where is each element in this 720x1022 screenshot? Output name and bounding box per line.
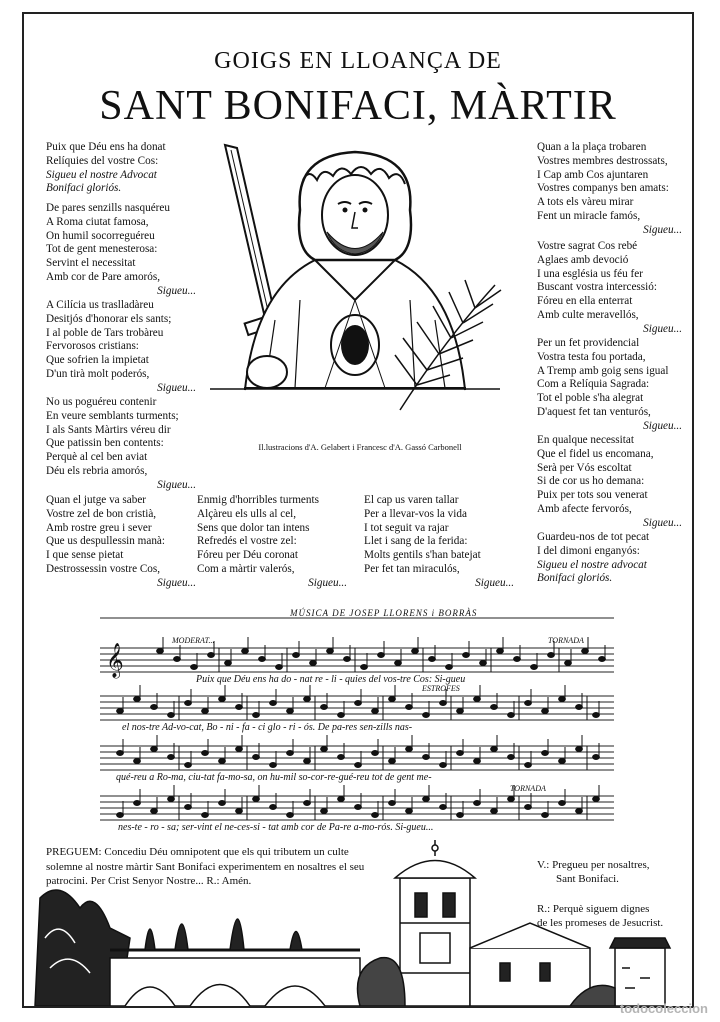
music-note	[508, 755, 515, 760]
music-note	[151, 705, 158, 710]
stanza-refrain-cue: Sigueu...	[308, 576, 347, 589]
music-note	[565, 661, 572, 666]
stanza-line: I del dimoni enganyós:	[537, 544, 640, 557]
music-note	[225, 661, 232, 666]
music-note	[310, 661, 317, 666]
stanza-line: De pares senzills nasquéreu	[46, 202, 170, 214]
music-note	[202, 709, 209, 714]
stanza-line: Per un fet providencial	[537, 337, 640, 349]
music-note	[372, 813, 379, 818]
stanza-line: Guardeu-nos de tot pecat	[537, 531, 650, 543]
stanza-line: Per fet tan miraculós,	[364, 562, 460, 575]
stanza-line: Enmig d'horribles turments	[197, 494, 319, 506]
music-note	[389, 697, 396, 702]
music-note	[542, 709, 549, 714]
music-note	[321, 705, 328, 710]
music-note	[474, 801, 481, 806]
title-line-1: GOIGS EN LLOANÇA DE	[214, 48, 502, 74]
music-note	[491, 747, 498, 752]
stanza-line: En veure semblants turments;	[46, 409, 179, 422]
stanza-line: Sens que dolor tan intens	[197, 521, 310, 534]
lyrics-line-4: nes-te - ro - sa; ser-vint el ne-ces-si - tat amb cor de Pa-re a-mo-rós. Si-gueu...	[118, 822, 434, 833]
music-note	[514, 657, 521, 662]
stanza-line: Com a màrtir valerós,	[197, 562, 295, 575]
music-note	[253, 713, 260, 718]
stanza-6	[197, 494, 347, 591]
stanza-line: Que el fidel us encomana,	[537, 447, 654, 460]
versicle-r-line-2: de les promeses de Jesucrist.	[537, 917, 664, 929]
music-note	[185, 805, 192, 810]
watermark: todocoleccion	[619, 1001, 708, 1016]
music-note	[480, 661, 487, 666]
music-note	[202, 813, 209, 818]
music-note	[395, 661, 402, 666]
music-note	[559, 697, 566, 702]
stanza-line: Servint el necessitat	[46, 257, 136, 270]
stanza-refrain-cue: Sigueu...	[475, 576, 514, 589]
stanza-line: I als Sants Màrtirs véreu dir	[46, 423, 171, 436]
music-note	[542, 813, 549, 818]
versicle-v-line-1: V.: Pregueu per nosaltres,	[537, 859, 650, 871]
music-note	[259, 657, 266, 662]
music-note	[185, 763, 192, 768]
stanza-line: Serà per Vós escoltat	[537, 461, 632, 474]
stanza-line: Quan a la plaça trobaren	[537, 141, 647, 153]
stanza-line: Tot el poble s'ha alegrat	[537, 392, 644, 405]
music-note	[117, 751, 124, 756]
stanza-line: I Cap amb Cos ajuntaren	[537, 168, 649, 181]
music-note	[457, 751, 464, 756]
stanza-line: Llet i sang de la ferida:	[364, 535, 468, 548]
music-note	[423, 713, 430, 718]
music-note	[474, 759, 481, 764]
music-note	[219, 759, 226, 764]
music-note	[219, 697, 226, 702]
stanza-line: Com a Relíquia Sagrada:	[537, 378, 650, 391]
stanza-line: A Cilícia us traslladàreu	[46, 299, 154, 311]
stanza-line: Molts gentils s'han batejat	[364, 549, 481, 562]
music-note	[593, 755, 600, 760]
music-note	[304, 697, 311, 702]
music-note	[491, 809, 498, 814]
music-note	[355, 805, 362, 810]
music-note	[151, 747, 158, 752]
stanza-line: Tot de gent menesterosa:	[46, 243, 158, 256]
stanza-line: A Roma ciutat famosa,	[46, 215, 149, 228]
stanza-7	[364, 494, 514, 591]
stanza-line: Vostre zel de bon cristià,	[46, 507, 157, 520]
stanza-line: Perquè al cel ben aviat	[46, 451, 148, 464]
music-note	[327, 649, 334, 654]
music-note	[304, 801, 311, 806]
music-note	[253, 797, 260, 802]
music-note	[276, 665, 283, 670]
music-note	[474, 697, 481, 702]
music-note	[559, 759, 566, 764]
music-note	[389, 801, 396, 806]
stanza-line: Refredés el vostre zel:	[197, 535, 297, 548]
music-note	[338, 713, 345, 718]
stanza-line: Buscant vostra intercessió:	[537, 281, 657, 294]
music-note	[593, 797, 600, 802]
lyrics-line-3: qué-reu a Ro-ma, ciu-tat fa-mo-sa, on hu-mil so-cor-re-gué-reu tot de gent me-	[116, 772, 432, 783]
stanza-line: Puix que Déu ens ha donat	[46, 141, 166, 153]
lyrics-line-2: el nos-tre Ad-vo-cat, Bo - ni - fa - ci glo - ri - ós. De pa-res sen-zills nas-	[122, 722, 413, 733]
music-note	[576, 809, 583, 814]
svg-text:𝄞: 𝄞	[106, 643, 124, 678]
stanza-line: Amb cor de Pare amorós,	[46, 270, 161, 283]
music-note	[576, 747, 583, 752]
music-note	[497, 649, 504, 654]
stanza-9	[537, 240, 682, 337]
stanza-line: Fervorosos cristians:	[46, 340, 139, 353]
stanza-refrain-cue: Sigueu...	[157, 381, 196, 394]
stanza-line: No us poguéreu contenir	[46, 396, 157, 408]
stanza-line: Vostres companys ben amats:	[537, 182, 669, 195]
stanza-line: Desitjós d'honorar els sants;	[46, 312, 172, 325]
music-note	[559, 801, 566, 806]
music-note	[491, 705, 498, 710]
music-note	[202, 751, 209, 756]
stanza-line: Si de cor us ho demana:	[537, 475, 645, 488]
lyrics-line-1: Puix que Déu ens ha do - nat re - li - quies del vos-tre Cos: Si-gueu	[196, 674, 466, 685]
music-note	[508, 797, 515, 802]
stanza-line: Vostres membres destrossats,	[537, 154, 668, 167]
music-note	[236, 705, 243, 710]
music-note	[542, 751, 549, 756]
versicle-r-line-1: R.: Perquè siguem dignes	[537, 903, 650, 915]
music-note	[355, 763, 362, 768]
stanza-line: Que us despullessin manà:	[46, 535, 166, 548]
music-note	[412, 649, 419, 654]
music-note	[593, 713, 600, 718]
music-note	[531, 665, 538, 670]
music-note	[440, 763, 447, 768]
stanza-refrain-cue: Sigueu...	[643, 223, 682, 236]
music-note	[525, 701, 532, 706]
stanza-2	[46, 202, 196, 299]
stanza-line: En qualque necessitat	[537, 434, 634, 446]
music-note	[117, 709, 124, 714]
stanza-line: Déu els rebria amorós,	[46, 464, 148, 477]
stanza-12	[537, 531, 682, 586]
music-note	[389, 759, 396, 764]
music-note	[406, 809, 413, 814]
music-note	[157, 649, 164, 654]
music-note	[293, 653, 300, 658]
music-note	[423, 797, 430, 802]
stanza-line: Fóreu per Déu coronat	[197, 549, 298, 562]
stanza-refrain-line: Sigueu el nostre advocat	[537, 558, 647, 571]
stanza-refrain-cue: Sigueu...	[643, 516, 682, 529]
stanza-1	[46, 141, 196, 196]
stanza-11	[537, 434, 682, 531]
saint-head-icon	[299, 152, 411, 260]
music-note	[525, 805, 532, 810]
music-note	[287, 813, 294, 818]
music-note	[208, 653, 215, 658]
music-note	[191, 665, 198, 670]
stanza-line: Puix per tots sou venerat	[537, 489, 648, 502]
music-note	[236, 747, 243, 752]
stanza-line: I al poble de Tars trobàreu	[46, 326, 164, 339]
music-note	[582, 649, 589, 654]
music-note	[457, 709, 464, 714]
music-note	[134, 801, 141, 806]
stanza-line: Relíquies del vostre Cos:	[46, 154, 159, 167]
stanza-4	[46, 396, 196, 493]
stanza-refrain-cue: Sigueu...	[643, 322, 682, 335]
stanza-8	[537, 141, 682, 238]
music-note	[338, 755, 345, 760]
stanza-refrain-line: Bonifaci gloriós.	[46, 182, 122, 195]
music-note	[174, 657, 181, 662]
music-note	[446, 665, 453, 670]
stanza-refrain-cue: Sigueu...	[157, 576, 196, 589]
stanza-10	[537, 337, 682, 434]
stanza-refrain-cue: Sigueu...	[157, 284, 196, 297]
music-note	[117, 813, 124, 818]
tempo-mark: MODERAT...	[172, 636, 215, 645]
music-note	[429, 657, 436, 662]
music-note	[253, 755, 260, 760]
stanza-line: D'un tirà molt poderós,	[46, 367, 150, 380]
music-note	[372, 709, 379, 714]
music-note	[548, 653, 555, 658]
versicle-v-line-2: Sant Bonifaci.	[556, 873, 619, 885]
stanza-line: I que sense pietat	[46, 549, 124, 562]
stanza-line: Vostre sagrat Cos rebé	[537, 240, 638, 252]
stanza-line: Destrossessin vostre Cos,	[46, 562, 161, 575]
music-note	[457, 813, 464, 818]
stanza-line: Vostra testa fou portada,	[537, 350, 646, 363]
music-note	[321, 747, 328, 752]
music-note	[355, 701, 362, 706]
music-note	[236, 809, 243, 814]
stanza-line: Que sofrien la impietat	[46, 354, 149, 367]
music-note	[440, 701, 447, 706]
title-line-2: SANT BONIFACI, MÀRTIR	[99, 83, 617, 129]
music-note	[270, 701, 277, 706]
stanza-line: Amb afecte fervorós,	[537, 502, 632, 515]
stanza-line: Amb rostre greu i sever	[46, 521, 152, 534]
music-note	[219, 801, 226, 806]
music-note	[304, 759, 311, 764]
music-note	[185, 701, 192, 706]
music-note	[168, 713, 175, 718]
stanza-refrain-cue: Sigueu...	[157, 478, 196, 491]
stanza-line: Per a llevar-vos la vida	[364, 507, 467, 520]
stanza-3	[46, 299, 196, 396]
stanza-refrain-cue: Sigueu...	[643, 419, 682, 432]
music-note	[525, 763, 532, 768]
music-note	[338, 797, 345, 802]
music-note	[168, 755, 175, 760]
stanza-refrain-line: Sigueu el nostre Advocat	[46, 168, 157, 181]
estrofes-mark: ESTROFES	[422, 684, 460, 693]
prayer-text: PREGUEM: Concediu Déu omnipotent que els qui tributem un culte solemne al nostre màrtir Sant Bonifaci experimentem en nosaltres el seu patrocini. Per Crist Senyor Nostre... R.: Amén.	[46, 846, 365, 887]
stanza-line: Quan el jutge va saber	[46, 494, 147, 506]
stanza-line: A tots els vàreu mirar	[537, 196, 634, 209]
music-note	[242, 649, 249, 654]
staff-lines	[100, 598, 620, 838]
tornada-mark: TORNADA	[548, 636, 584, 645]
music-title: MÚSICA DE JOSEP LLORENS i BORRÀS	[290, 608, 478, 618]
music-note	[287, 751, 294, 756]
music-note	[378, 653, 385, 658]
music-score	[100, 598, 620, 838]
stanza-5	[46, 494, 196, 591]
stanza-line: Que patissin ben contents:	[46, 437, 164, 450]
illustration-caption: Il.lustracions d'A. Gelabert i Francesc d'A. Gassó Carbonell	[258, 442, 462, 452]
stanza-line: Amb culte meravellós,	[537, 308, 639, 321]
stanza-line: A Tremp amb goig sens igual	[537, 364, 669, 377]
stanza-line: Alçàreu els ulls al cel,	[197, 507, 297, 520]
stanza-line: El cap us varen tallar	[364, 494, 459, 506]
stanza-line: I tot seguit va rajar	[364, 521, 449, 534]
music-note	[287, 709, 294, 714]
music-note	[168, 797, 175, 802]
music-note	[423, 755, 430, 760]
music-note	[576, 705, 583, 710]
music-note	[270, 763, 277, 768]
stanza-line: Fóreu en ella enterrat	[537, 295, 633, 308]
music-note	[134, 697, 141, 702]
music-note	[508, 713, 515, 718]
stanza-line: On humil socorreguéreu	[46, 229, 155, 242]
music-note	[463, 653, 470, 658]
stanza-line: D'aquest fet tan venturós,	[537, 405, 651, 418]
music-note	[361, 665, 368, 670]
music-note	[406, 747, 413, 752]
stanza-line: I una església us féu fer	[537, 267, 643, 280]
music-note	[344, 657, 351, 662]
saint-illustration	[205, 140, 505, 440]
music-note	[406, 705, 413, 710]
music-note	[599, 657, 606, 662]
music-note	[270, 805, 277, 810]
stanza-refrain-line: Bonifaci gloriós.	[537, 572, 613, 585]
music-note	[440, 805, 447, 810]
music-note	[372, 751, 379, 756]
tornada-mark-2: TORNADA	[510, 784, 546, 793]
music-note	[151, 809, 158, 814]
music-note	[134, 759, 141, 764]
stanza-line: Aglaes amb devoció	[537, 253, 629, 266]
stanza-line: Fent un miracle famós,	[537, 209, 641, 222]
music-note	[321, 809, 328, 814]
